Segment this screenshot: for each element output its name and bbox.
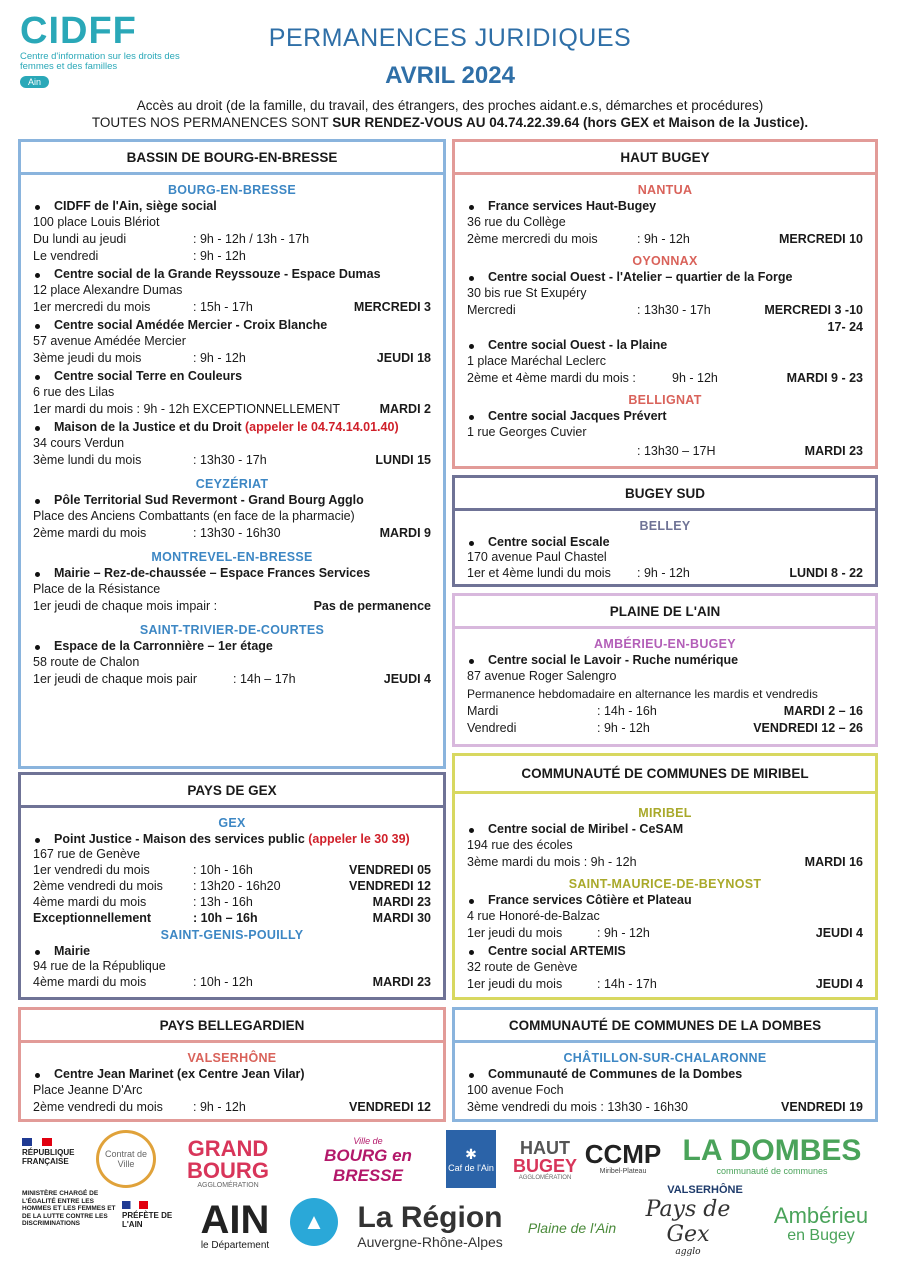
section-title: PLAINE DE L'AIN [455,596,875,629]
city-name: AMBÉRIEU-EN-BUGEY [594,637,736,651]
schedule-row: Du lundi au jeudi : 9h - 12h / 13h - 17h [33,232,310,246]
venue: Centre social le Lavoir - Ruche numérique [467,653,863,667]
note: Permanence hebdomadaire en alternance les mardis et vendredis [467,687,818,701]
address: 94 rue de la République [33,959,166,973]
venue: CIDFF de l'Ain, siège social [33,199,431,213]
section-title: BASSIN DE BOURG-EN-BRESSE [21,142,443,175]
logo-subtitle: Centre d'information sur les droits des femmes et des familles [20,51,180,72]
city-name: CEYZÉRIAT [195,477,269,491]
section-haut-bugey [452,139,878,469]
logo-word: CIDFF [20,10,137,52]
section-title: COMMUNAUTÉ DE COMMUNES DE LA DOMBES [455,1010,875,1043]
venue: France services Côtière et Plateau [467,893,863,907]
partner-logos [18,1128,882,1264]
schedule-row: 1er mardi du mois : 9h - 12h EXCEPTIONNELLEMENT MARDI 2 [33,402,431,416]
venue: Centre social Escale [467,535,863,549]
schedule-row: 1er jeudi de chaque mois impair : Pas de permanence [33,599,431,613]
venue: Mairie [33,944,431,958]
ain-departement-logo: AIN le Département [200,1197,270,1251]
schedule-row: 1er jeudi de chaque mois pair : 14h – 17h JEUDI 4 [33,672,431,686]
schedule-row: Vendredi : 9h - 12h VENDREDI 12 – 26 [467,721,863,735]
venue: Pôle Territorial Sud Revermont - Grand Bourg Agglo [33,493,431,507]
schedule-row: 1er jeudi du mois : 9h - 12h JEUDI 4 [467,926,863,940]
section-title: BUGEY SUD [455,478,875,511]
address: 36 rue du Collège [467,215,566,229]
address: Place Jeanne D'Arc [33,1083,143,1097]
contrat-de-ville-logo: Contrat de Ville [96,1130,156,1188]
page-title: PERMANENCES JURIDIQUES [268,24,632,52]
section-dombes [452,1007,878,1122]
venue: Centre social Ouest - la Plaine [467,338,863,352]
address: 100 avenue Foch [467,1083,564,1097]
address: 30 bis rue St Exupéry [467,286,587,300]
address: Place de la Résistance [33,582,161,596]
section-bugey-sud [452,475,878,587]
address: 194 rue des écoles [467,838,573,852]
city-name: BELLEY [639,519,691,533]
section-bellegarde [18,1007,446,1122]
ministere-logo: MINISTÈRE CHARGÉ DE L'ÉGALITÉ ENTRE LES HOMMES ET LES FEMMES ET DE LA LUTTE CONTRE LES DISCRIMINATIONS [22,1190,116,1227]
page-subtitle: AVRIL 2024 [385,62,515,89]
caf-logo: ✱ Caf de l'Ain [446,1130,496,1188]
venue: Centre social Ouest - l'Atelier – quartier de la Forge [467,270,863,284]
venue: Communauté de Communes de la Dombes [467,1067,863,1081]
schedule-row: 3ème mardi du mois : 9h - 12h MARDI 16 [467,855,863,869]
venue: Mairie – Rez-de-chaussée – Espace Frances Services [33,566,431,580]
venue: Centre Jean Marinet (ex Centre Jean Vilar) [33,1067,431,1081]
haut-bugey-logo: HAUT BUGEY AGGLOMÉRATION [512,1138,577,1181]
schedule-row: 3ème vendredi du mois : 13h30 - 16h30 VENDREDI 19 [467,1100,863,1114]
schedule-row: 1er vendredi du mois : 10h - 16h VENDREDI 05 [33,863,431,877]
city-name: NANTUA [637,183,693,197]
schedule-row: 1er mercredi du mois : 15h - 17h MERCREDI 3 [33,300,431,314]
schedule-row: 17- 24 [827,320,863,334]
section-title: COMMUNAUTÉ DE COMMUNES DE MIRIBEL [455,756,875,794]
schedule-row: Le vendredi : 9h - 12h [33,249,246,263]
address: Place des Anciens Combattants (en face de la pharmacie) [33,509,355,523]
plaine-de-l-ain-logo: Plaine de l'Ain [527,1220,617,1236]
venue: France services Haut-Bugey [467,199,863,213]
address: 6 rue des Lilas [33,385,115,399]
schedule-row: 2ème vendredi du mois : 13h20 - 16h20 VENDREDI 12 [33,879,431,893]
address: 57 avenue Amédée Mercier [33,334,186,348]
venue: Centre social Terre en Couleurs [33,369,431,383]
schedule-row: Mardi : 14h - 16h MARDI 2 – 16 [467,704,863,718]
city-name: BELLIGNAT [628,393,702,407]
intro [0,97,900,131]
logo-badge: Ain [20,76,49,88]
venue: Centre social Amédée Mercier - Croix Blanche [33,318,431,332]
ccmp-logo: CCMP Miribel-Plateau [584,1138,662,1175]
schedule-row: 1er jeudi du mois : 14h - 17h JEUDI 4 [467,977,863,991]
pays-de-gex-logo: Pays de Gex agglo [645,1197,731,1257]
schedule-row: 2ème et 4ème mardi du mois : 9h - 12h MARDI 9 - 23 [467,371,863,385]
city-name: SAINT-GENIS-POUILLY [160,928,304,942]
venue: Point Justice - Maison des services public (appeler le 30 39) [33,832,431,846]
section-plaine [452,593,878,747]
schedule-row: 2ème mercredi du mois : 9h - 12h MERCREDI 10 [467,232,863,246]
region-logo: La Région Auvergne-Rhône-Alpes [357,1201,503,1250]
address: 100 place Louis Blériot [33,215,160,229]
venue: Centre social de la Grande Reyssouze - Espace Dumas [33,267,431,281]
la-dombes-logo: LA DOMBES communauté de communes [682,1134,862,1176]
schedule-row: Exceptionnellement : 10h – 16h MARDI 30 [33,911,431,925]
section-title: HAUT BUGEY [455,142,875,175]
city-name: SAINT-MAURICE-DE-BEYNOST [568,877,762,891]
address: 32 route de Genève [467,960,578,974]
address: 1 rue Georges Cuvier [467,425,587,439]
venue: Centre social Jacques Prévert [467,409,863,423]
republique-francaise-logo: RÉPUBLIQUE FRANÇAISE [22,1130,92,1174]
city-name: SAINT-TRIVIER-DE-COURTES [139,623,325,637]
grand-bourg-logo: GRAND BOURG AGGLOMÉRATION [187,1135,269,1189]
schedule-row: 2ème mardi du mois : 13h30 - 16h30 MARDI 9 [33,526,431,540]
section-title: PAYS BELLEGARDIEN [21,1010,443,1043]
section-bourg [18,139,446,769]
venue: Espace de la Carronnière – 1er étage [33,639,431,653]
address: 12 place Alexandre Dumas [33,283,183,297]
gex-schedule [33,862,431,926]
schedule-row: 3ème jeudi du mois : 9h - 12h JEUDI 18 [33,351,431,365]
city-name: MONTREVEL-EN-BRESSE [151,550,313,564]
intro-line-2: TOUTES NOS PERMANENCES SONT SUR RENDEZ-VOUS AU 04.74.22.39.64 (hors GEX et Maison de la Justice). [91,115,809,130]
valserhone-logo: VALSERHÔNE [667,1184,743,1196]
section-title: PAYS DE GEX [21,775,443,808]
address: 4 rue Honoré-de-Balzac [467,909,600,923]
city-name: BOURG-EN-BRESSE [167,183,297,197]
venue: Maison de la Justice et du Droit (appeler le 04.74.14.01.40) [33,420,431,434]
address: 87 avenue Roger Salengro [467,669,617,683]
schedule-row: 2ème vendredi du mois : 9h - 12h VENDREDI 12 [33,1100,431,1114]
city-name: CHÂTILLON-SUR-CHALARONNE [563,1051,767,1065]
address: 58 route de Chalon [33,655,140,669]
section-miribel [452,753,878,1000]
address: 1 place Maréchal Leclerc [467,354,606,368]
address: 167 rue de Genève [33,847,141,861]
schedule-row: 1er et 4ème lundi du mois : 9h - 12h LUNDI 8 - 22 [467,566,863,580]
section-gex [18,772,446,1000]
city-name: GEX [218,816,246,830]
schedule-row: 4ème mardi du mois : 13h - 16h MARDI 23 [33,895,431,909]
venue: Centre social ARTEMIS [467,944,863,958]
schedule-row: Mercredi : 13h30 - 17h MERCREDI 3 -10 [467,303,863,317]
city-name: OYONNAX [632,254,698,268]
intro-line-1: Accès au droit (de la famille, du travail, des étrangers, des proches aidant.e.s, démarches et procédures) [136,98,764,113]
city-name: MIRIBEL [638,806,692,820]
schedule-row: 3ème lundi du mois : 13h30 - 17h LUNDI 15 [33,453,431,467]
schedule-row: 4ème mardi du mois : 10h - 12h MARDI 23 [33,975,431,989]
ville-bourg-logo: Ville de BOURG en BRESSE [324,1136,412,1185]
prefet-logo: PRÉFÈTE DE L'AIN [122,1190,182,1240]
venue: Centre social de Miribel - CeSAM [467,822,863,836]
schedule-row: : 13h30 – 17H MARDI 23 [637,444,863,458]
address: 170 avenue Paul Chastel [467,550,607,564]
region-icon: ▲ [290,1198,338,1246]
amberieu-logo: Ambérieu en Bugey [773,1203,869,1244]
city-name: VALSERHÔNE [187,1051,277,1065]
address: 34 cours Verdun [33,436,125,450]
